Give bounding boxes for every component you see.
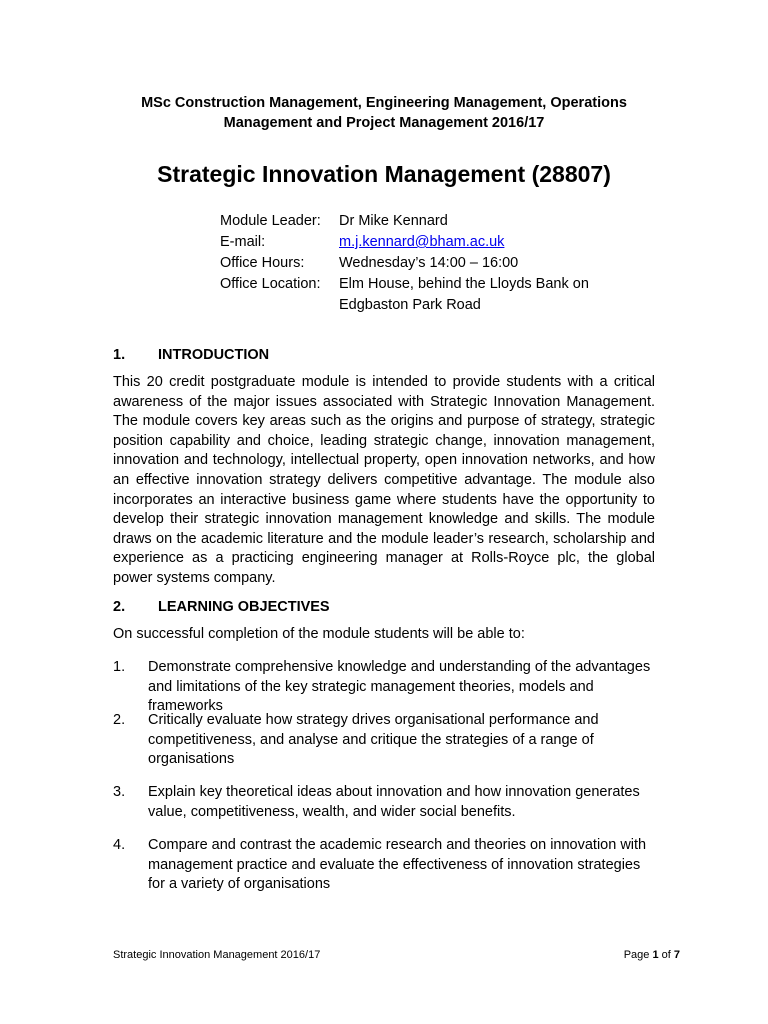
footer-title: Strategic Innovation Management 2016/17: [113, 949, 321, 961]
location-line-2: Edgbaston Park Road: [339, 297, 481, 313]
objective-text: Compare and contrast the academic research and theories on innovation with management practice and evaluate the effectiveness of innovation strategies for a variety of organisations: [148, 837, 647, 893]
page-current: 1: [652, 949, 659, 961]
page-total: 7: [673, 949, 680, 961]
header-line-2: Management and Project Management 2016/17: [223, 115, 545, 131]
location-label: Office Location:: [220, 276, 321, 292]
objective-number: 1.: [113, 659, 126, 675]
objectives-number: 2.: [113, 599, 126, 615]
email-value-wrap: [339, 232, 639, 253]
module-title: Strategic Innovation Management (28807): [157, 161, 611, 187]
objectives-lead: On successful completion of the module students will be able to:: [113, 626, 525, 642]
info-row-email: [220, 232, 639, 253]
objective-text: Critically evaluate how strategy drives organisational performance and competitiveness, and analyse and critique the strategies of a range of organisations: [148, 712, 599, 768]
email-link[interactable]: m.j.kennard@bham.ac.uk: [339, 234, 505, 250]
location-line-1: Elm House, behind the Lloyds Bank on: [339, 276, 589, 292]
page-prefix: Page: [623, 949, 653, 961]
page-of: of: [658, 949, 674, 961]
objective-item: [113, 783, 658, 822]
intro-heading-text: INTRODUCTION: [158, 347, 270, 363]
document-header: [0, 93, 768, 133]
page-number: [624, 948, 680, 962]
info-row-location: [220, 274, 639, 316]
leader-value: Dr Mike Kennard: [339, 213, 448, 229]
objective-item: [113, 711, 658, 770]
header-line-1: MSc Construction Management, Engineering Management, Operations: [141, 95, 627, 111]
hours-label: Office Hours:: [220, 255, 305, 271]
objectives-heading: [113, 597, 330, 617]
leader-label: Module Leader:: [220, 213, 321, 229]
objective-item: [113, 836, 658, 895]
objective-number: 4.: [113, 837, 126, 853]
location-value: [339, 274, 639, 316]
objective-text: Explain key theoretical ideas about innovation and how innovation generates value, competitiveness, wealth, and wider social benefits.: [148, 784, 640, 820]
hours-value: Wednesday’s 14:00 – 16:00: [339, 255, 519, 271]
objectives-heading-text: LEARNING OBJECTIVES: [158, 599, 330, 615]
objective-number: 2.: [113, 712, 126, 728]
email-label: E-mail:: [220, 234, 266, 250]
module-info: [220, 211, 639, 316]
intro-number: 1.: [113, 347, 126, 363]
objective-item: [113, 658, 658, 717]
intro-paragraph: This 20 credit postgraduate module is intended to provide students with a critical awareness of the major issues associated with Strategic Innovation Management. The module covers key areas such as the origins and purpose of strategy, strategic position capability and choice, leading strategic change, innovation management, innovation and technology, intellectual property, open innovation networks, and how an effective innovation strategy delivers competitive advantage. The module also incorporates an interactive business game where students have the opportunity to develop their strategic innovation management knowledge and skills. The module draws on the academic literature and the module leader’s research, scholarship and experience as a practicing engineering manager at Rolls-Royce plc, the global power systems company.: [113, 374, 655, 586]
objective-text: Demonstrate comprehensive knowledge and understanding of the advantages and limitations of the key strategic management theories, models and frameworks: [148, 659, 651, 715]
intro-heading: [113, 345, 269, 365]
objective-number: 3.: [113, 784, 126, 800]
info-row-leader: [220, 211, 639, 232]
info-row-hours: [220, 253, 639, 274]
